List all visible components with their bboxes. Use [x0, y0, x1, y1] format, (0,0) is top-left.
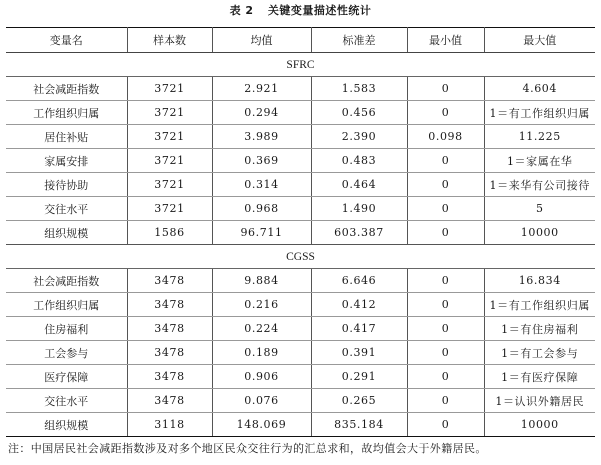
cell-mean: 3.989: [212, 125, 311, 149]
header-std: 标准差: [311, 28, 407, 53]
cell-min: 0: [407, 101, 484, 125]
cell-max: 1＝有工作组织归属: [484, 293, 595, 317]
cell-variable: 组织规模: [6, 221, 127, 245]
cell-variable: 交往水平: [6, 197, 127, 221]
table-row: [6, 341, 595, 365]
cell-variable: 接待协助: [6, 173, 127, 197]
cell-min: 0: [407, 293, 484, 317]
cell-std: 0.456: [311, 101, 407, 125]
cell-variable: 组织规模: [6, 413, 127, 437]
cell-min: 0: [407, 149, 484, 173]
header-max: 最大值: [484, 28, 595, 53]
cell-sample-size: 3478: [127, 341, 212, 365]
table-row: [6, 317, 595, 341]
cell-variable: 医疗保障: [6, 365, 127, 389]
table-row: [6, 77, 595, 101]
section-label: CGSS: [6, 245, 595, 269]
cell-variable: 家属安排: [6, 149, 127, 173]
cell-mean: 0.968: [212, 197, 311, 221]
cell-sample-size: 3721: [127, 77, 212, 101]
cell-std: 603.387: [311, 221, 407, 245]
cell-max: 1＝有医疗保障: [484, 365, 595, 389]
cell-sample-size: 3721: [127, 149, 212, 173]
cell-min: 0: [407, 173, 484, 197]
header-mean: 均值: [212, 28, 311, 53]
cell-sample-size: 3478: [127, 269, 212, 293]
cell-min: 0: [407, 413, 484, 437]
table-row: [6, 197, 595, 221]
cell-max: 1＝有工作组织归属: [484, 101, 595, 125]
table-row: [6, 125, 595, 149]
cell-sample-size: 3478: [127, 365, 212, 389]
cell-variable: 居住补贴: [6, 125, 127, 149]
cell-std: 1.583: [311, 77, 407, 101]
cell-max: 1＝认识外籍居民: [484, 389, 595, 413]
cell-max: 16.834: [484, 269, 595, 293]
cell-sample-size: 3721: [127, 101, 212, 125]
table-row: [6, 389, 595, 413]
cell-std: 0.412: [311, 293, 407, 317]
cell-sample-size: 3478: [127, 317, 212, 341]
cell-mean: 2.921: [212, 77, 311, 101]
cell-min: 0: [407, 77, 484, 101]
cell-std: 0.391: [311, 341, 407, 365]
cell-sample-size: 3478: [127, 293, 212, 317]
cell-max: 10000: [484, 413, 595, 437]
header-variable: 变量名: [6, 28, 127, 53]
table-caption: [0, 3, 601, 19]
cell-std: 2.390: [311, 125, 407, 149]
group-cgss: [6, 245, 595, 437]
cell-variable: 社会减距指数: [6, 77, 127, 101]
table-note: 注：中国居民社会减距指数涉及对多个地区民众交往行为的汇总求和，故均值会大于外籍居民。: [8, 442, 487, 455]
cell-max: 4.604: [484, 77, 595, 101]
cell-mean: 0.076: [212, 389, 311, 413]
cell-sample-size: 3721: [127, 173, 212, 197]
cell-std: 0.464: [311, 173, 407, 197]
section-header-row: [6, 245, 595, 269]
cell-min: 0: [407, 317, 484, 341]
descriptive-statistics-table: [6, 27, 595, 437]
cell-std: 0.265: [311, 389, 407, 413]
section-label: SFRC: [6, 53, 595, 77]
cell-variable: 住房福利: [6, 317, 127, 341]
table-row: [6, 413, 595, 437]
cell-variable: 交往水平: [6, 389, 127, 413]
table-row: [6, 149, 595, 173]
cell-max: 1＝家属在华: [484, 149, 595, 173]
cell-max: 10000: [484, 221, 595, 245]
cell-mean: 0.906: [212, 365, 311, 389]
cell-sample-size: 3478: [127, 389, 212, 413]
cell-mean: 0.216: [212, 293, 311, 317]
cell-sample-size: 3721: [127, 125, 212, 149]
cell-min: 0: [407, 197, 484, 221]
cell-variable: 社会减距指数: [6, 269, 127, 293]
cell-mean: 0.314: [212, 173, 311, 197]
cell-mean: 96.711: [212, 221, 311, 245]
cell-min: 0: [407, 389, 484, 413]
cell-std: 1.490: [311, 197, 407, 221]
table-row: [6, 269, 595, 293]
table-row: [6, 293, 595, 317]
cell-mean: 0.224: [212, 317, 311, 341]
group-sfrc: [6, 53, 595, 245]
table-row: [6, 173, 595, 197]
cell-variable: 工会参与: [6, 341, 127, 365]
cell-mean: 0.369: [212, 149, 311, 173]
cell-std: 6.646: [311, 269, 407, 293]
cell-mean: 9.884: [212, 269, 311, 293]
header-row: [6, 28, 595, 53]
cell-sample-size: 3118: [127, 413, 212, 437]
cell-variable: 工作组织归属: [6, 293, 127, 317]
table-number: 表 2: [229, 4, 254, 17]
table-row: [6, 365, 595, 389]
cell-min: 0: [407, 221, 484, 245]
cell-min: 0: [407, 341, 484, 365]
cell-mean: 148.069: [212, 413, 311, 437]
cell-std: 0.483: [311, 149, 407, 173]
table-title: 关键变量描述性统计: [267, 4, 372, 17]
cell-sample-size: 1586: [127, 221, 212, 245]
section-header-row: [6, 53, 595, 77]
cell-min: 0.098: [407, 125, 484, 149]
cell-std: 835.184: [311, 413, 407, 437]
cell-variable: 工作组织归属: [6, 101, 127, 125]
cell-sample-size: 3721: [127, 197, 212, 221]
table-row: [6, 101, 595, 125]
cell-min: 0: [407, 269, 484, 293]
cell-mean: 0.189: [212, 341, 311, 365]
header-min: 最小值: [407, 28, 484, 53]
cell-std: 0.417: [311, 317, 407, 341]
table-row: [6, 221, 595, 245]
cell-max: 1＝有住房福利: [484, 317, 595, 341]
cell-mean: 0.294: [212, 101, 311, 125]
cell-max: 5: [484, 197, 595, 221]
cell-min: 0: [407, 365, 484, 389]
cell-max: 1＝来华有公司接待: [484, 173, 595, 197]
header-sample-size: 样本数: [127, 28, 212, 53]
cell-std: 0.291: [311, 365, 407, 389]
cell-max: 11.225: [484, 125, 595, 149]
cell-max: 1＝有工会参与: [484, 341, 595, 365]
